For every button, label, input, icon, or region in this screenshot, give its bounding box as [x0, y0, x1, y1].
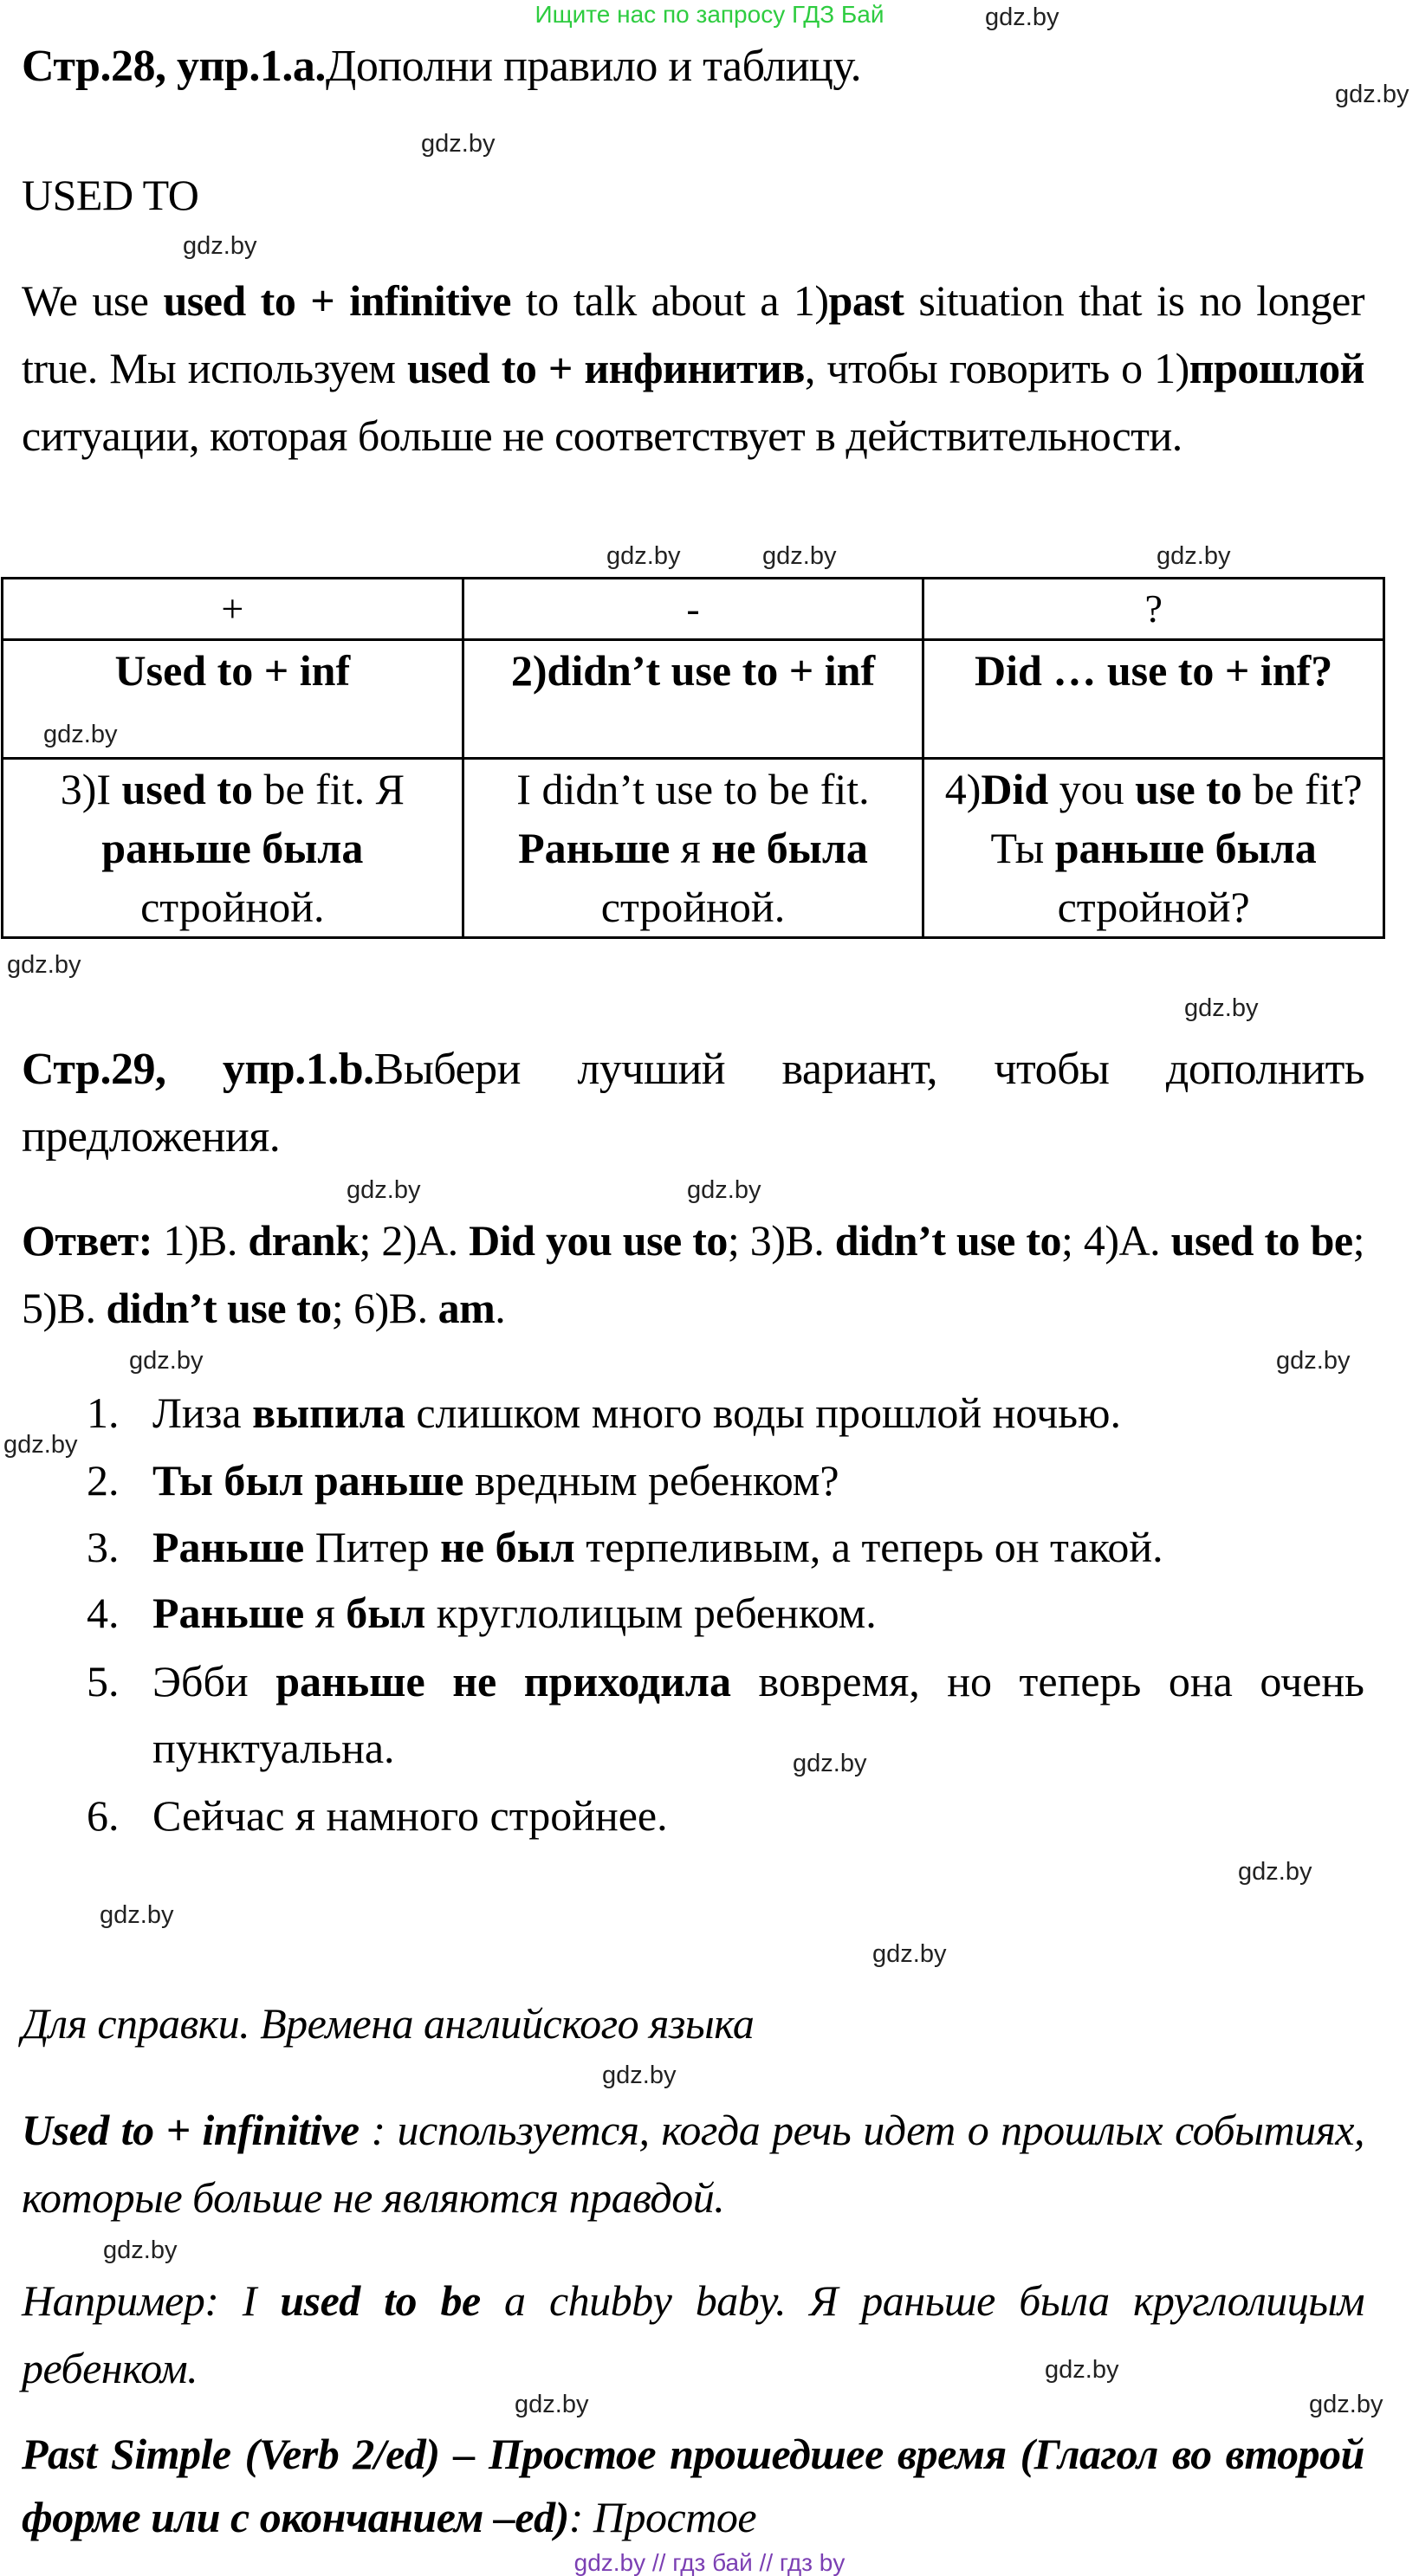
table-cell: Did … use to + inf?: [923, 640, 1384, 759]
list-item: [87, 1783, 1364, 1849]
text: past: [828, 276, 904, 325]
watermark: gdz.by: [872, 1940, 947, 1968]
watermark: gdz.by: [1045, 2356, 1119, 2384]
text: стройной.: [600, 883, 786, 931]
text: am: [437, 1284, 496, 1332]
table-row: [3, 640, 1384, 759]
watermark: gdz.by: [762, 542, 837, 570]
text: стройной.: [140, 883, 325, 931]
watermark: gdz.by: [687, 1176, 761, 1204]
table-cell: Used to + inf: [3, 640, 463, 759]
watermark: gdz.by: [1184, 994, 1259, 1022]
table-cell: [463, 759, 923, 938]
list-item: [87, 1380, 1364, 1447]
text: я: [304, 1589, 347, 1637]
exercise-task: Дополни правило и таблицу.: [325, 42, 862, 91]
text: I didn’t use to be fit.: [516, 765, 870, 813]
watermark: gdz.by: [421, 130, 496, 158]
search-banner[interactable]: Ищите нас по запросу ГДЗ Бай: [535, 1, 884, 28]
text: слишком много воды прошлой ночью.: [405, 1388, 1121, 1437]
text: вредным ребенком?: [463, 1456, 839, 1505]
text: ; 3)B.: [727, 1216, 835, 1265]
watermark: gdz.by: [129, 1347, 204, 1375]
watermark: gdz.by: [3, 1431, 78, 1459]
watermark: gdz.by: [606, 542, 681, 570]
used-to-table: [1, 577, 1385, 939]
example: [22, 2267, 1364, 2402]
rule-paragraph: [22, 267, 1364, 469]
text: 3)I: [60, 765, 122, 813]
text: выпила: [252, 1388, 405, 1437]
text: Did you use to: [469, 1216, 728, 1265]
text: : Простое: [568, 2493, 757, 2541]
watermark: gdz.by: [515, 2391, 589, 2418]
text: ; 5)B.: [22, 1216, 1364, 1332]
text: used to + infinitive: [163, 276, 511, 325]
text: used to + инфинитив: [406, 344, 805, 392]
text: drank: [248, 1216, 360, 1265]
text: раньше была: [101, 824, 364, 872]
text: 1)B.: [152, 1216, 249, 1265]
exercise-title-2: [22, 1036, 1364, 1171]
text: to talk about a 1): [510, 276, 829, 325]
text: не был: [440, 1523, 575, 1571]
rule-heading: USED TO: [22, 171, 199, 219]
watermark: gdz.by: [1335, 81, 1409, 108]
list-number: 4.: [87, 1589, 120, 1637]
table-cell: [3, 759, 463, 938]
text: был: [346, 1589, 426, 1637]
text: : используется, когда речь идет о прошлых событиях, которые больше не являются правдой.: [22, 2106, 1364, 2222]
text: Эбби: [152, 1657, 276, 1705]
exercise-title-1: [22, 33, 1364, 100]
table-cell: 2)didn’t use to + inf: [463, 640, 923, 759]
watermark: gdz.by: [602, 2061, 677, 2089]
watermark: gdz.by: [100, 1901, 174, 1929]
table-row: [3, 759, 1384, 938]
text: used to: [121, 765, 253, 813]
exercise-number: Стр.29, упр.1.b.: [22, 1045, 374, 1094]
text: be fit? Ты: [990, 765, 1363, 872]
watermark: gdz.by: [347, 1176, 421, 1204]
text: .: [495, 1284, 506, 1332]
text: 4): [944, 765, 982, 813]
reference-title: Для справки. Времена английского языка: [22, 1999, 755, 2048]
text: Раньше: [152, 1523, 305, 1571]
list-item: [87, 1447, 1364, 1514]
list-number: 3.: [87, 1523, 120, 1571]
text: Used to + infinitive: [22, 2106, 360, 2154]
text: Сейчас я намного стройнее.: [152, 1791, 668, 1840]
text: be fit. Я: [252, 765, 405, 813]
list-item: [87, 1648, 1364, 1782]
header-positive: +: [3, 579, 463, 640]
text: didn’t use to: [834, 1216, 1062, 1265]
used-to-explanation: [22, 2096, 1364, 2231]
text: стройной?: [1057, 883, 1250, 931]
watermark: gdz.by: [1276, 1347, 1351, 1375]
text: ситуации, которая больше не соответствует в действительности.: [22, 411, 1182, 460]
text: Раньше: [518, 824, 671, 872]
text: не была: [711, 824, 868, 872]
text: Раньше: [152, 1589, 305, 1637]
text: you: [1048, 765, 1136, 813]
text: situation that is no longer true. Мы используем: [22, 276, 1365, 392]
table-cell: [923, 759, 1384, 938]
answer-line: [22, 1207, 1364, 1342]
header-question: ?: [923, 579, 1384, 640]
list-item: [87, 1514, 1364, 1581]
text: a chubby baby. Я раньше была круглолицым ребенком.: [22, 2276, 1365, 2392]
text: раньше не приходила: [275, 1657, 731, 1705]
watermark: gdz.by: [793, 1750, 867, 1777]
text: use to: [1135, 765, 1242, 813]
text: ; 2)A.: [359, 1216, 470, 1265]
text: круглолицым ребенком.: [425, 1589, 877, 1637]
text: Past Simple (Verb 2/ed) – Простое прошедшее время (Глагол во второй форме или с окончанием –ed): [22, 2430, 1364, 2541]
watermark: gdz.by: [7, 951, 81, 979]
header-negative: -: [463, 579, 923, 640]
text: didn’t use to: [106, 1284, 332, 1332]
watermark: gdz.by: [985, 3, 1059, 31]
text: прошлой: [1189, 344, 1364, 392]
watermark: gdz.by: [43, 721, 118, 748]
watermark: gdz.by: [1157, 542, 1231, 570]
list-item: [87, 1580, 1364, 1647]
text: ; 6)B.: [331, 1284, 438, 1332]
footer-links[interactable]: gdz.by // гдз бай // гдз by: [573, 2549, 846, 2576]
answer-label: Ответ:: [22, 1216, 152, 1265]
past-simple-definition: [22, 2423, 1364, 2549]
text: used to be: [1170, 1216, 1353, 1265]
exercise-number: Стр.28, упр.1.а.: [22, 42, 326, 91]
list-number: 6.: [87, 1791, 120, 1840]
text: used to be: [280, 2276, 481, 2325]
text: Ты был раньше: [152, 1456, 464, 1505]
list-number: 1.: [87, 1388, 120, 1437]
watermark: gdz.by: [103, 2236, 178, 2264]
text: я: [670, 824, 712, 872]
text: , чтобы говорить о 1): [804, 344, 1189, 392]
table-header-row: [3, 579, 1384, 640]
exercise-task: Выбери лучший вариант, чтобы дополнить предложения.: [22, 1045, 1365, 1162]
watermark: gdz.by: [183, 232, 257, 260]
text: Did: [981, 765, 1049, 813]
text: Например: I: [22, 2276, 281, 2325]
text: раньше была: [1054, 824, 1317, 872]
text: We use: [22, 276, 164, 325]
text: вовремя, но теперь она очень пунктуальна.: [152, 1657, 1364, 1772]
text: терпеливым, а теперь он такой.: [574, 1523, 1163, 1571]
text: Питер: [304, 1523, 441, 1571]
text: Лиза: [152, 1388, 253, 1437]
list-number: 2.: [87, 1456, 120, 1505]
watermark: gdz.by: [1238, 1858, 1312, 1886]
text: ; 4)A.: [1061, 1216, 1171, 1265]
watermark: gdz.by: [1309, 2391, 1383, 2418]
list-number: 5.: [87, 1657, 120, 1705]
